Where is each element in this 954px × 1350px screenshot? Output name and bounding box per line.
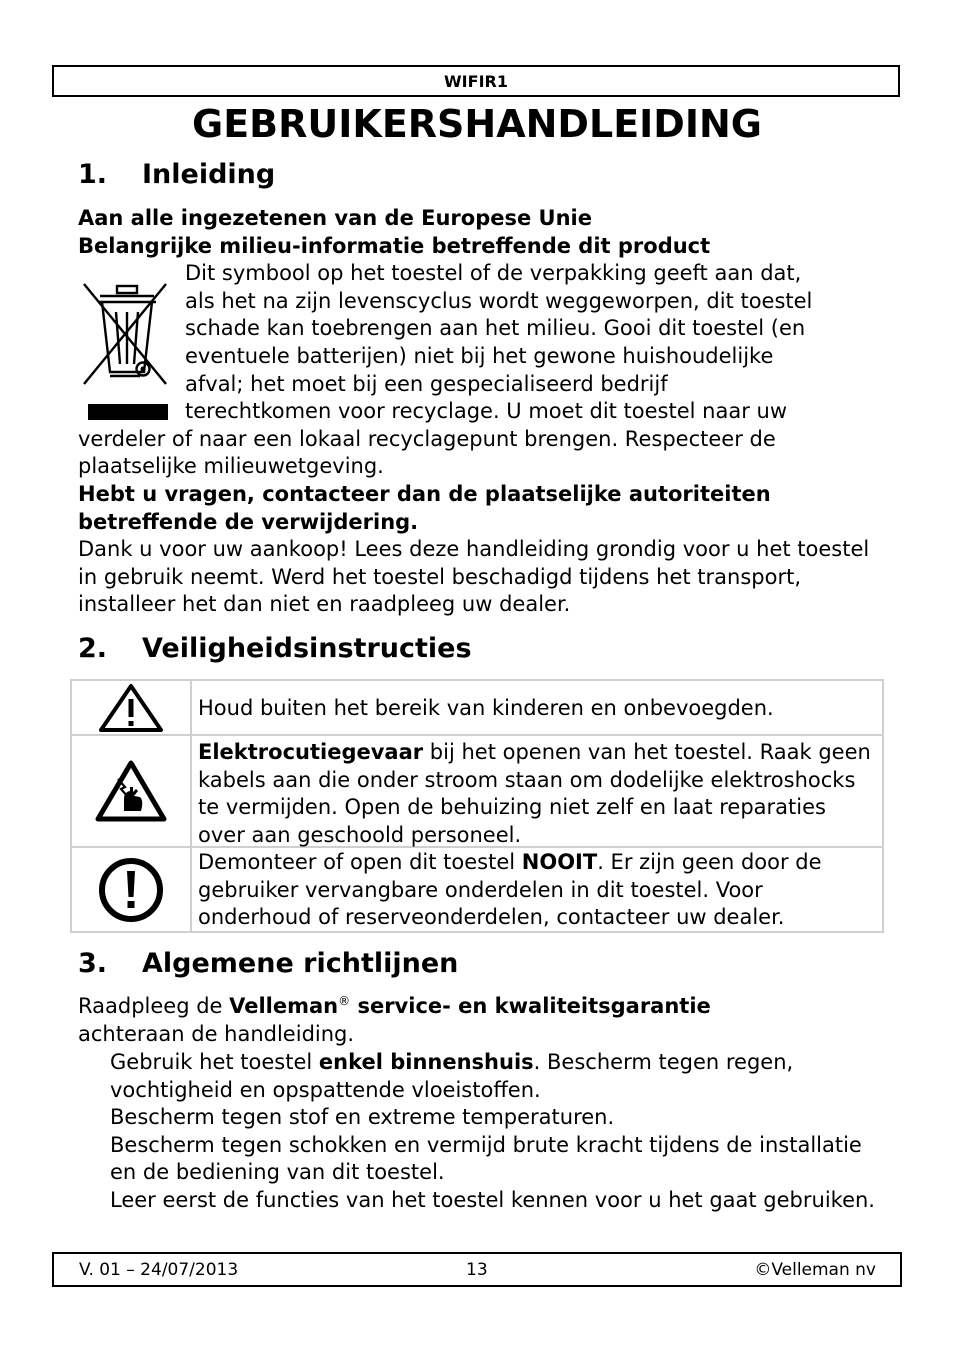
section-title: Algemene richtlijnen	[142, 948, 459, 979]
indoor-only: enkel binnenshuis	[318, 1050, 534, 1074]
safety-table	[70, 679, 884, 933]
list-item: Leer eerst de functies van het toestel kennen voor u het gaat gebruiken.	[110, 1187, 875, 1212]
section-3-heading	[78, 947, 458, 981]
never-description: . Er zijn geen door de gebruiker vervangbare onderdelen in dit toestel. Voor onderhoud of reserveonderdelen, contacteer uw dealer.	[198, 850, 822, 930]
safety-row	[72, 736, 882, 848]
section-1-heading	[78, 158, 275, 192]
list-item: Bescherm tegen stof en extreme temperaturen.	[110, 1105, 615, 1130]
footer-copyright: ©Velleman nv	[754, 1260, 876, 1280]
model-label: WIFIR1	[444, 72, 508, 91]
bullet1-post: . Bescherm tegen regen, vochtigheid en opspattende vloeistoffen.	[110, 1050, 794, 1102]
weee-line: afval; het moet bij een gespecialiseerd bedrijf	[185, 371, 668, 396]
registered-mark: ®	[338, 994, 351, 1008]
hazard-keyword: Elektrocutiegevaar	[198, 740, 424, 764]
weee-crossed-bin-icon	[80, 278, 170, 428]
weee-line: eventuele batterijen) niet bij het gewone huishoudelijke	[185, 343, 774, 368]
footer-page-number: 13	[466, 1260, 488, 1280]
section-number: 1.	[78, 159, 108, 190]
list-item	[110, 1049, 880, 1104]
warning-triangle-icon	[98, 683, 164, 733]
safety-row	[72, 681, 882, 736]
thanks-paragraph: Dank u voor uw aankoop! Lees deze handleiding grondig voor u het toestel in gebruik neemt. Werd het toestel beschadigd tijdens het transport, installeer het dan niet en raadpleeg uw dealer.	[78, 537, 870, 617]
electrocution-hazard-icon	[94, 759, 168, 823]
bullet1-pre: Gebruik het toestel	[110, 1050, 319, 1074]
section-1-body	[78, 205, 878, 619]
subheading-eu: Aan alle ingezetenen van de Europese Unie	[78, 206, 592, 230]
exclamation-circle-icon	[98, 857, 164, 923]
weee-line: als het na zijn levenscyclus wordt weggeworpen, dit toestel	[185, 288, 813, 313]
subheading-environment: Belangrijke milieu-informatie betreffende dit product	[78, 233, 711, 258]
guidelines-list	[110, 1049, 880, 1215]
contact-notice: Hebt u vragen, contacteer dan de plaatselijke autoriteiten betreffende de verwijdering.	[78, 481, 771, 534]
never-pre: Demonteer of open dit toestel	[198, 850, 522, 874]
intro-post: achteraan de handleiding.	[78, 1021, 355, 1046]
section-3-intro	[78, 993, 878, 1048]
header-model-box	[52, 65, 900, 97]
safety-text	[198, 849, 878, 932]
hazard-description: bij het openen van het toestel. Raak geen kabels aan die onder stroom staan om dodelijke elektroshocks te vermijden. Open de behuizing niet zelf en laat reparaties over aan geschoold personeel.	[198, 740, 871, 847]
section-2-heading	[78, 632, 472, 666]
list-item: Bescherm tegen schokken en vermijd brute kracht tijdens de installatie en de bediening van dit toestel.	[110, 1132, 862, 1185]
weee-line: schade kan toebrengen aan het milieu. Gooi dit toestel (en	[185, 316, 806, 341]
safety-text	[198, 739, 878, 849]
brand-name: Velleman	[229, 994, 339, 1018]
section-number: 3.	[78, 948, 108, 979]
weee-line: Dit symbool op het toestel of de verpakking geeft aan dat,	[185, 261, 802, 286]
weee-continued: verdeler of naar een lokaal recyclagepunt brengen. Respecteer de plaatselijke milieuwetgeving.	[78, 426, 776, 479]
section-number: 2.	[78, 633, 108, 664]
icon-cell	[72, 848, 192, 931]
intro-pre: Raadpleeg de	[78, 994, 230, 1018]
icon-cell	[72, 736, 192, 846]
page-title: GEBRUIKERSHANDLEIDING	[192, 102, 762, 146]
icon-cell	[72, 681, 192, 734]
weee-line: terechtkomen voor recyclage. U moet dit toestel naar uw	[185, 399, 788, 424]
safety-text: Houd buiten het bereik van kinderen en onbevoegden.	[198, 696, 774, 720]
section-title: Inleiding	[142, 159, 276, 190]
never-keyword: NOOIT	[521, 850, 598, 874]
section-title: Veiligheidsinstructies	[142, 633, 472, 664]
warranty-label: service- en kwaliteitsgarantie	[350, 994, 711, 1018]
safety-row	[72, 848, 882, 931]
footer	[52, 1252, 902, 1287]
intro-line	[78, 993, 878, 1021]
footer-version: V. 01 – 24/07/2013	[79, 1260, 239, 1280]
